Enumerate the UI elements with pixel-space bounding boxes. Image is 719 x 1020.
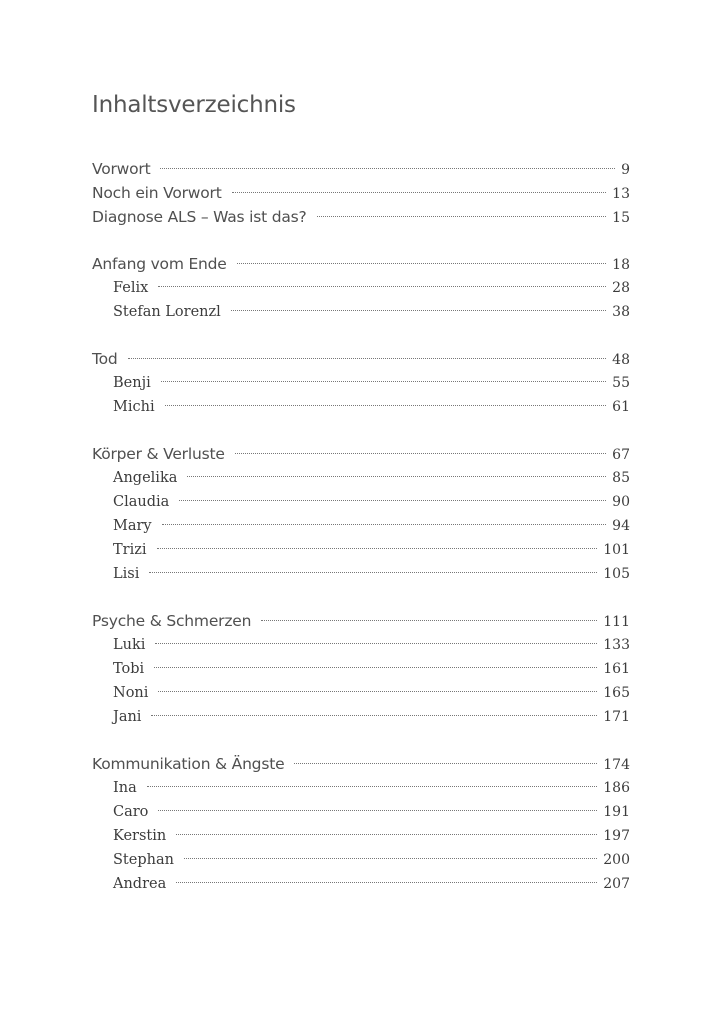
toc-page-number: 200 (603, 852, 630, 868)
toc-page-number: 207 (603, 876, 630, 892)
dot-leader (147, 786, 598, 787)
dot-leader (157, 548, 598, 549)
toc-entry-label: Jani (113, 709, 142, 725)
dot-leader (149, 572, 597, 573)
dot-leader (294, 763, 597, 764)
page-title: Inhaltsverzeichnis (92, 92, 296, 118)
toc-sub-entry (92, 466, 630, 490)
toc-page-number: 191 (603, 804, 630, 820)
toc-entry-label: Felix (113, 280, 149, 296)
toc-page-number: 90 (612, 494, 630, 510)
toc-chapter-entry (92, 609, 630, 633)
toc-page-number: 48 (612, 352, 630, 368)
dot-leader (235, 453, 607, 454)
dot-leader (158, 810, 597, 811)
toc-page-number: 67 (612, 447, 630, 463)
toc-sub-entry (92, 657, 630, 681)
toc-sub-entry (92, 633, 630, 657)
toc-page-number: 18 (612, 257, 630, 273)
dot-leader (165, 405, 607, 406)
toc-entry-label: Tod (92, 350, 118, 368)
toc-entry-label: Luki (113, 637, 146, 653)
toc-page-number: 133 (603, 637, 630, 653)
toc-page-number: 94 (612, 518, 630, 534)
toc-entry-label: Caro (113, 804, 149, 820)
toc-page (92, 88, 630, 919)
toc-page-number: 105 (603, 566, 630, 582)
toc-entry-label: Kerstin (113, 828, 167, 844)
dot-leader (261, 620, 597, 621)
dot-leader (160, 168, 615, 169)
dot-leader (155, 643, 597, 644)
toc-sub-entry (92, 276, 630, 300)
toc-chapter-entry (92, 205, 630, 229)
toc-page-number: 171 (603, 709, 630, 725)
toc-page-number: 165 (603, 685, 630, 701)
table-of-contents (92, 157, 630, 896)
toc-entry-label: Noni (113, 685, 149, 701)
toc-page-number: 38 (612, 304, 630, 320)
toc-entry-label: Ina (113, 780, 137, 796)
toc-page-number: 161 (603, 661, 630, 677)
dot-leader (151, 715, 597, 716)
dot-leader (176, 834, 597, 835)
dot-leader (154, 667, 597, 668)
toc-entry-label: Lisi (113, 566, 140, 582)
toc-sub-entry (92, 490, 630, 514)
toc-sub-entry (92, 562, 630, 586)
toc-sub-entry (92, 300, 630, 324)
dot-leader (176, 882, 597, 883)
toc-chapter-entry (92, 252, 630, 276)
dot-leader (237, 263, 607, 264)
toc-sub-entry (92, 681, 630, 705)
dot-leader (231, 310, 606, 311)
toc-chapter-entry (92, 347, 630, 371)
toc-entry-label: Angelika (113, 470, 178, 486)
toc-entry-label: Diagnose ALS – Was ist das? (92, 208, 307, 226)
toc-chapter-entry (92, 752, 630, 776)
toc-page-number: 15 (612, 210, 630, 226)
dot-leader (317, 216, 607, 217)
toc-sub-entry (92, 872, 630, 896)
toc-page-number: 28 (612, 280, 630, 296)
toc-page-number: 111 (603, 614, 630, 630)
toc-entry-label: Psyche & Schmerzen (92, 612, 252, 630)
toc-section (92, 752, 630, 896)
toc-page-number: 13 (612, 186, 630, 202)
dot-leader (158, 691, 597, 692)
toc-entry-label: Körper & Verluste (92, 445, 225, 463)
toc-entry-label: Andrea (113, 876, 167, 892)
toc-chapter-entry (92, 442, 630, 466)
toc-section (92, 442, 630, 586)
toc-page-number: 9 (621, 162, 630, 178)
toc-entry-label: Vorwort (92, 160, 151, 178)
toc-sub-entry (92, 395, 630, 419)
toc-page-number: 186 (603, 780, 630, 796)
toc-entry-label: Benji (113, 375, 151, 391)
toc-sub-entry (92, 538, 630, 562)
toc-page-number: 55 (612, 375, 630, 391)
toc-chapter-entry (92, 157, 630, 181)
toc-section (92, 609, 630, 729)
toc-sub-entry (92, 776, 630, 800)
toc-entry-label: Stephan (113, 852, 174, 868)
dot-leader (184, 858, 597, 859)
toc-chapter-entry (92, 181, 630, 205)
toc-sub-entry (92, 705, 630, 729)
toc-entry-label: Stefan Lorenzl (113, 304, 221, 320)
dot-leader (187, 476, 606, 477)
toc-sub-entry (92, 824, 630, 848)
toc-entry-label: Mary (113, 518, 152, 534)
dot-leader (161, 381, 606, 382)
toc-section (92, 252, 630, 324)
toc-entry-label: Noch ein Vorwort (92, 184, 222, 202)
toc-entry-label: Anfang vom Ende (92, 255, 227, 273)
toc-page-number: 197 (603, 828, 630, 844)
toc-entry-label: Tobi (113, 661, 145, 677)
toc-entry-label: Trizi (113, 542, 147, 558)
toc-section (92, 157, 630, 229)
toc-entry-label: Claudia (113, 494, 170, 510)
dot-leader (162, 524, 607, 525)
toc-sub-entry (92, 848, 630, 872)
toc-page-number: 61 (612, 399, 630, 415)
toc-section (92, 347, 630, 419)
toc-sub-entry (92, 514, 630, 538)
dot-leader (232, 192, 607, 193)
dot-leader (158, 286, 606, 287)
dot-leader (179, 500, 606, 501)
toc-entry-label: Kommunikation & Ängste (92, 755, 285, 773)
toc-page-number: 101 (603, 542, 630, 558)
toc-entry-label: Michi (113, 399, 155, 415)
toc-page-number: 85 (612, 470, 630, 486)
toc-page-number: 174 (603, 757, 630, 773)
toc-sub-entry (92, 800, 630, 824)
toc-sub-entry (92, 371, 630, 395)
dot-leader (128, 358, 607, 359)
